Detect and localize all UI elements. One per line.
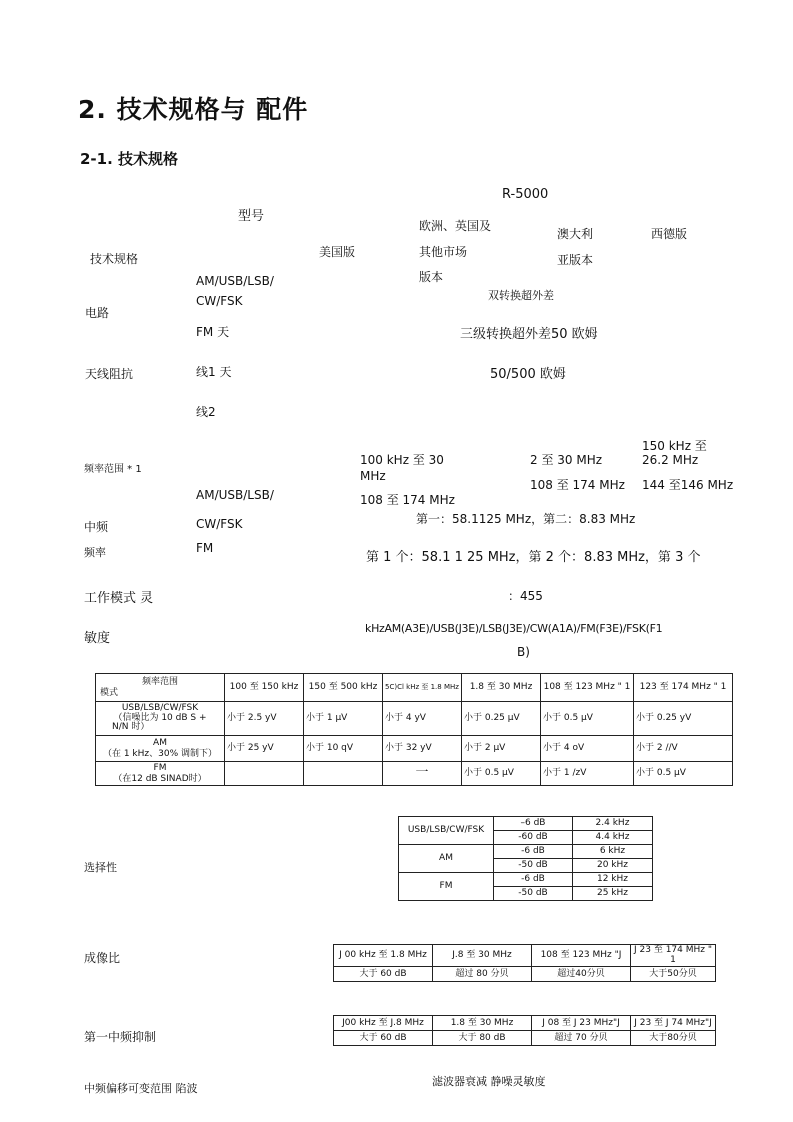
table-cell: 超过 70 分贝	[532, 1031, 631, 1046]
sel-attenuation: -60 dB	[494, 831, 573, 845]
table-row	[334, 1031, 716, 1046]
table-header: 123 至 174 MHz " 1	[634, 674, 733, 702]
table-cell: 一	[383, 762, 462, 786]
table-header: J00 kHz 至 J.8 MHz	[334, 1016, 433, 1031]
table-cell: 小于 25 yV	[225, 736, 304, 762]
freq-au-1: 2 至 30 MHz	[530, 453, 603, 467]
footer-left-text: 中频偏移可变范围 陷波	[84, 1082, 198, 1095]
row-mode-line: N/N 时）	[112, 722, 150, 733]
sensitivity-value-1: kHzAM(A3E)/USB(J3E)/LSB(J3E)/CW(A1A)/FM(F3E)/FSK(F1	[365, 622, 663, 635]
page-title: 2. 技术规格与 配件	[78, 95, 309, 124]
circuit-value-2: 三级转换超外差50 欧姆	[460, 327, 598, 342]
antenna-label: 天线阻抗	[85, 367, 134, 381]
sel-attenuation: -6 dB	[494, 873, 573, 887]
table-cell: 小于 4 oV	[541, 736, 634, 762]
table-header: J 23 至 174 MHz " 1	[631, 945, 716, 967]
table-cell: 超过40分贝	[532, 966, 631, 981]
table-cell: 小于 0.25 μV	[462, 702, 541, 736]
circuit-label: 电路	[85, 306, 110, 320]
table-header: 150 至 500 kHz	[304, 674, 383, 702]
model-value: R-5000	[502, 187, 549, 202]
sel-bandwidth: 25 kHz	[573, 887, 653, 901]
circuit-mode-1: AM/USB/LSB/	[196, 274, 274, 288]
if-value: 第一：58.1125 MHz，第二：8.83 MHz	[416, 512, 636, 526]
table-cell: 大于50分贝	[631, 966, 716, 981]
row-mode-line: （在 1 kHz、30% 调制下）	[102, 748, 218, 759]
row-mode-cell	[96, 702, 225, 736]
work-mode-label: 工作模式 灵	[84, 591, 154, 606]
corner-top-label: 频率范围	[141, 677, 178, 688]
table-header: J.8 至 30 MHz	[433, 945, 532, 967]
sel-attenuation: -6 dB	[494, 845, 573, 859]
table-cell: 小于 0.5 μV	[541, 702, 634, 736]
table-row	[96, 762, 733, 786]
antenna-value: 50/500 欧姆	[490, 367, 566, 382]
freq-de-1: 150 kHz 至	[642, 439, 707, 453]
table-header: J 00 kHz 至 1.8 MHz	[334, 945, 433, 967]
table-header: 108 至 123 MHz " 1	[541, 674, 634, 702]
table-cell: 大于80分贝	[631, 1031, 716, 1046]
col-au-2: 亚版本	[557, 253, 594, 267]
table-header: 108 至 123 MHz "J	[532, 945, 631, 967]
antenna-line-2: 线2	[196, 405, 216, 419]
table-cell: 小于 2.5 yV	[225, 702, 304, 736]
sel-bandwidth: 20 kHz	[573, 859, 653, 873]
circuit-mode-2: CW/FSK	[196, 294, 243, 308]
table-row	[334, 966, 716, 981]
freq-value: 第 1 个：58.1 1 25 MHz，第 2 个：8.83 MHz，第 3 个	[366, 550, 701, 565]
sel-attenuation: -50 dB	[494, 859, 573, 873]
circuit-mode-3: FM 天	[196, 325, 230, 339]
sel-bandwidth: 12 kHz	[573, 873, 653, 887]
table-header: J 08 至 J 23 MHz"J	[532, 1016, 631, 1031]
table-row	[334, 1016, 716, 1031]
freq-us-1b: MHz	[360, 469, 386, 483]
table-header: 100 至 150 kHz	[225, 674, 304, 702]
row-mode-cell	[96, 736, 225, 762]
table-cell: 小于 2 //V	[634, 736, 733, 762]
if-mode-1: AM/USB/LSB/	[196, 488, 274, 502]
table-cell: 小于 1 /zV	[541, 762, 634, 786]
image-ratio-table	[333, 944, 716, 982]
table-row	[399, 845, 653, 859]
row-mode-line: AM	[153, 738, 167, 749]
col-eu-1: 欧洲、英国及	[419, 219, 492, 233]
table-cell: 小于 10 qV	[304, 736, 383, 762]
sel-bandwidth: 2.4 kHz	[573, 817, 653, 831]
freq-us-1: 100 kHz 至 30	[360, 453, 444, 467]
freq-mode: FM	[196, 541, 214, 555]
table-cell: 大于 60 dB	[334, 966, 433, 981]
row-mode-line: FM	[153, 763, 167, 774]
antenna-line-1: 线1 天	[196, 365, 232, 379]
table-cell: 大于 80 dB	[433, 1031, 532, 1046]
selectivity-label: 选择性	[84, 861, 117, 874]
col-us: 美国版	[319, 245, 356, 259]
table-cell: 小于 0.25 yV	[634, 702, 733, 736]
table-cell: 超过 80 分贝	[433, 966, 532, 981]
table-row	[96, 736, 733, 762]
freq-de-1b: 26.2 MHz	[642, 453, 699, 467]
corner-bottom-label: 模式	[100, 687, 119, 698]
table-row	[96, 702, 733, 736]
col-eu-2: 其他市场	[419, 245, 468, 259]
if-rejection-table	[333, 1015, 716, 1046]
freq-label: 频率	[84, 546, 106, 559]
table-header: 1.8 至 30 MHz	[462, 674, 541, 702]
if-rejection-label: 第一中频抑制	[84, 1030, 157, 1044]
freq-us-2: 108 至 174 MHz	[360, 493, 455, 507]
table-cell: 小于 32 yV	[383, 736, 462, 762]
sel-mode-cell: FM	[399, 873, 494, 901]
freq-range-label: 频率范围 * 1	[84, 464, 142, 475]
sensitivity-value-2: B)	[517, 645, 530, 659]
col-au-1: 澳大利	[557, 227, 594, 241]
if-mode-2: CW/FSK	[196, 517, 243, 531]
freq-au-2: 108 至 174 MHz	[530, 478, 625, 492]
table-cell: 小于 0.5 μV	[634, 762, 733, 786]
table-cell: 大于 60 dB	[334, 1031, 433, 1046]
sel-mode-cell: USB/LSB/CW/FSK	[399, 817, 494, 845]
table-cell: 小于 0.5 μV	[462, 762, 541, 786]
row-mode-cell	[96, 762, 225, 786]
sel-mode-cell: AM	[399, 845, 494, 873]
sel-attenuation: –6 dB	[494, 817, 573, 831]
selectivity-table	[398, 816, 653, 901]
table-cell	[225, 762, 304, 786]
circuit-value-1: 双转换超外差	[488, 289, 554, 302]
table-cell: 小于 1 μV	[304, 702, 383, 736]
table-header: 1.8 至 30 MHz	[433, 1016, 532, 1031]
table-header: 5C)Cl kHz 至 1.8 MHz	[383, 674, 462, 702]
table-corner-cell	[96, 674, 225, 702]
table-row	[399, 817, 653, 831]
footer-right-text: 滤波器衰减 静噪灵敏度	[432, 1075, 546, 1088]
work-mode-value: ：455	[508, 589, 543, 603]
row-mode-line: （在12 dB SINAD时）	[113, 773, 207, 784]
table-row	[399, 873, 653, 887]
image-ratio-label: 成像比	[84, 951, 121, 965]
section-title: 2-1. 技术规格	[80, 150, 179, 168]
freq-de-2: 144 至146 MHz	[642, 478, 734, 492]
sensitivity-table	[95, 673, 733, 786]
table-cell: 小于 4 yV	[383, 702, 462, 736]
spec-label: 技术规格	[90, 252, 139, 266]
if-label: 中频	[84, 520, 109, 534]
table-cell: 小于 2 μV	[462, 736, 541, 762]
sel-bandwidth: 4.4 kHz	[573, 831, 653, 845]
table-cell	[304, 762, 383, 786]
row-mode-line: （信噪比为 10 dB S +	[113, 712, 207, 723]
sensitivity-label: 敏度	[84, 631, 111, 646]
sel-bandwidth: 6 kHz	[573, 845, 653, 859]
sel-attenuation: -50 dB	[494, 887, 573, 901]
table-header: J 23 至 J 74 MHz"J	[631, 1016, 716, 1031]
row-mode-line: USB/LSB/CW/FSK	[121, 702, 199, 713]
col-eu-3: 版本	[419, 270, 444, 284]
model-label: 型号	[238, 209, 265, 224]
table-row	[334, 945, 716, 967]
col-de: 西德版	[651, 227, 688, 241]
